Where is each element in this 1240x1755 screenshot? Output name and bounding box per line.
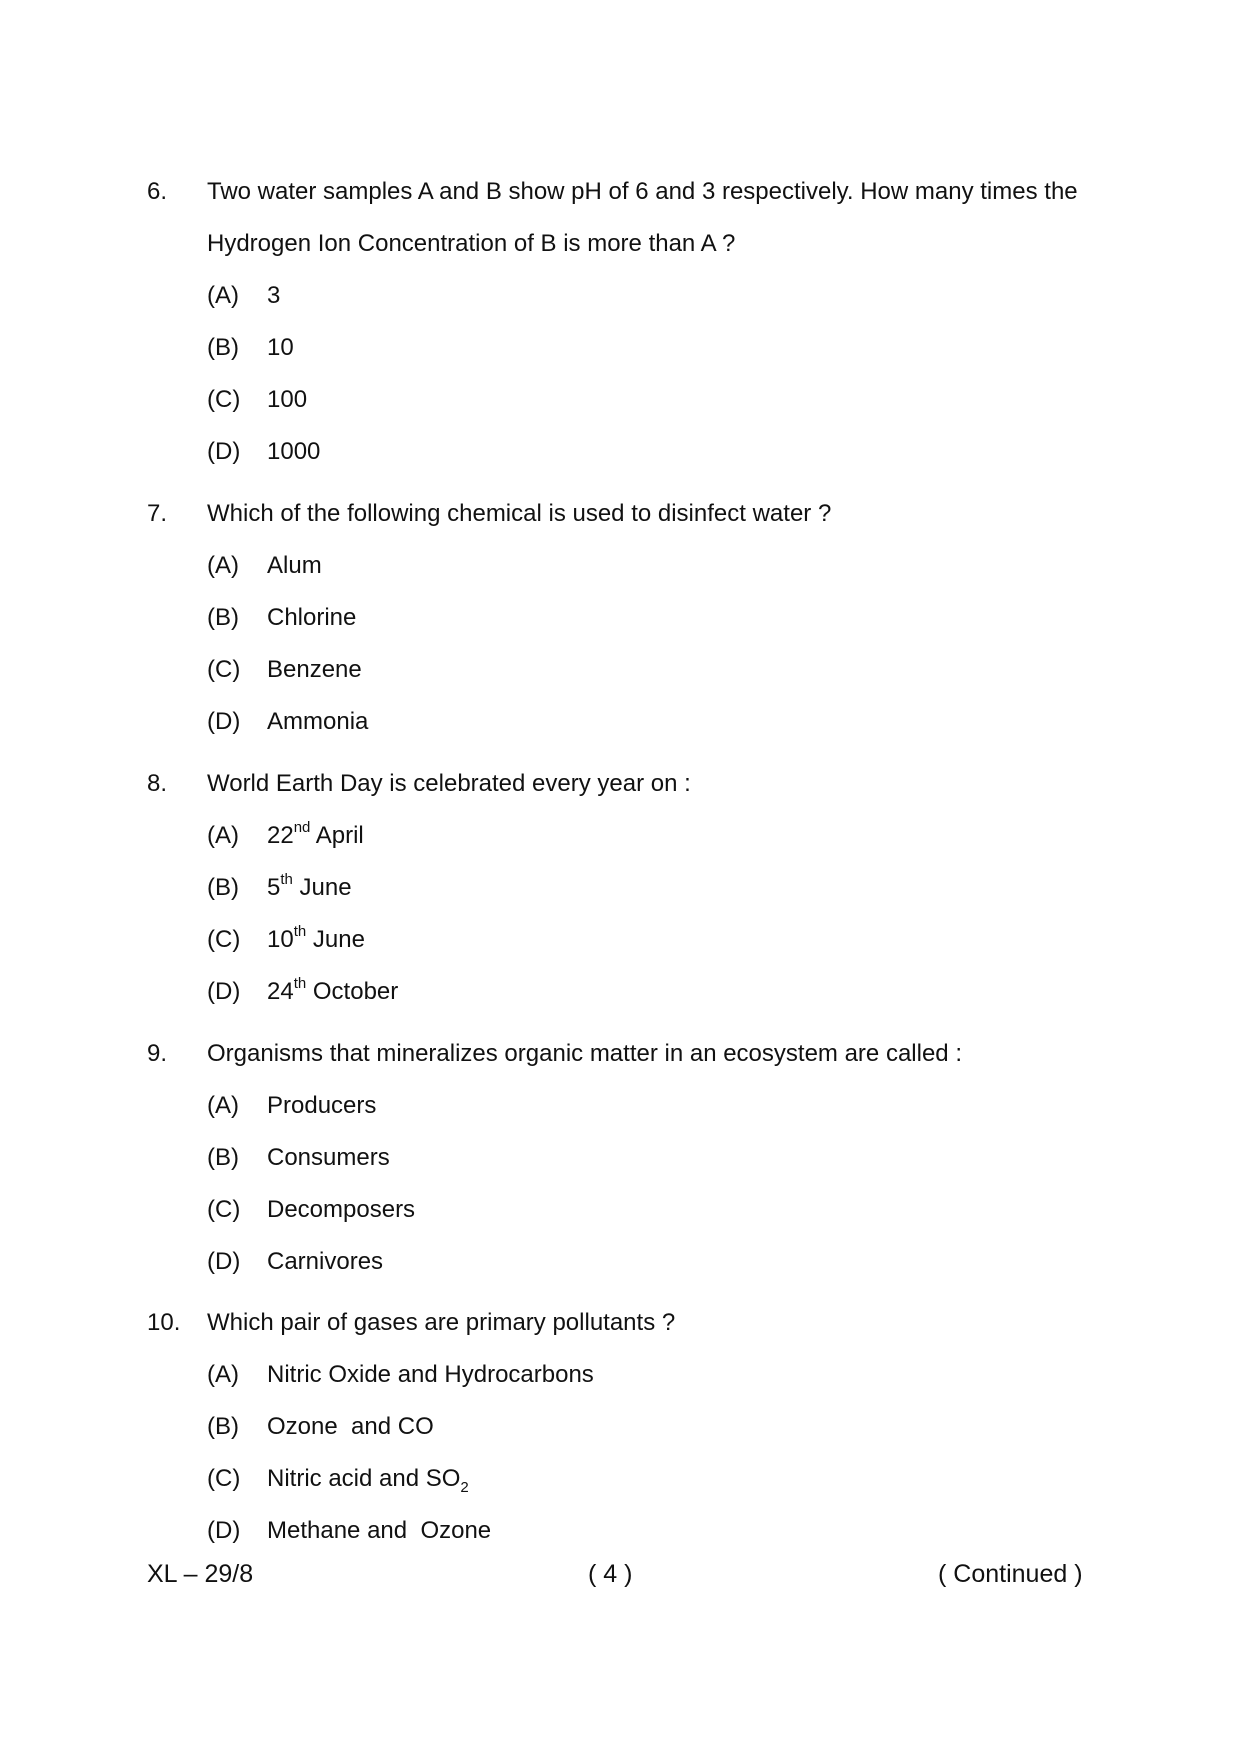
option-label: (A) xyxy=(207,282,239,309)
page-number: ( 4 ) xyxy=(588,1560,633,1588)
question-7 xyxy=(147,488,1107,748)
option-text: 5th June xyxy=(267,871,352,901)
option-text: Chlorine xyxy=(267,604,357,631)
option-text: 24th October xyxy=(267,975,399,1005)
option-text: Ozone and CO xyxy=(267,1413,434,1440)
option-c xyxy=(147,374,1107,426)
option-text: Consumers xyxy=(267,1144,390,1171)
option-label: (A) xyxy=(207,1092,239,1119)
option-text: Nitric Oxide and Hydrocarbons xyxy=(267,1361,594,1388)
option-a xyxy=(147,1080,1107,1132)
option-b xyxy=(147,322,1107,374)
question-number: 7. xyxy=(147,500,168,527)
option-c xyxy=(147,1453,1107,1505)
option-text: 10th June xyxy=(267,923,365,953)
option-label: (B) xyxy=(207,874,239,901)
option-a xyxy=(147,540,1107,592)
option-c xyxy=(147,914,1107,966)
question-text: Which pair of gases are primary pollutants ? xyxy=(207,1309,676,1336)
option-c xyxy=(147,1184,1107,1236)
option-d xyxy=(147,426,1107,478)
question-number: 6. xyxy=(147,178,168,205)
option-label: (B) xyxy=(207,1413,239,1440)
option-text: Nitric acid and $SO_2$ xyxy=(267,1465,469,1496)
option-label: (D) xyxy=(207,1517,241,1544)
option-label: (D) xyxy=(207,978,241,1005)
option-d xyxy=(147,1236,1107,1288)
question-text: Hydrogen Ion Concentration of B is more than A ? xyxy=(207,230,736,257)
question-text: Two water samples A and B show pH of 6 and 3 respectively. How many times the xyxy=(207,178,1078,205)
option-text: 3 xyxy=(267,282,281,309)
option-label: (D) xyxy=(207,438,241,465)
option-label: (D) xyxy=(207,1248,241,1275)
question-number: 9. xyxy=(147,1040,168,1067)
option-label: (C) xyxy=(207,1465,241,1492)
option-d xyxy=(147,1505,1107,1557)
option-label: (A) xyxy=(207,822,239,849)
paper-code: XL – 29/8 xyxy=(147,1560,254,1588)
option-text: Alum xyxy=(267,552,322,579)
option-b xyxy=(147,1132,1107,1184)
option-text: Benzene xyxy=(267,656,362,683)
question-6 xyxy=(147,166,1107,478)
option-label: (C) xyxy=(207,656,241,683)
question-number: 8. xyxy=(147,770,168,797)
option-b xyxy=(147,862,1107,914)
question-10 xyxy=(147,1297,1107,1557)
option-text: Decomposers xyxy=(267,1196,416,1223)
option-text: Carnivores xyxy=(267,1248,384,1275)
option-text: Producers xyxy=(267,1092,377,1119)
question-text: Organisms that mineralizes organic matter in an ecosystem are called : xyxy=(207,1040,962,1067)
option-d xyxy=(147,696,1107,748)
option-b xyxy=(147,1401,1107,1453)
option-label: (C) xyxy=(207,386,241,413)
question-text: World Earth Day is celebrated every year on : xyxy=(207,770,691,797)
option-label: (B) xyxy=(207,1144,239,1171)
option-a xyxy=(147,1349,1107,1401)
option-a xyxy=(147,270,1107,322)
option-label: (A) xyxy=(207,552,239,579)
option-label: (A) xyxy=(207,1361,239,1388)
option-a xyxy=(147,810,1107,862)
question-9 xyxy=(147,1028,1107,1288)
option-text: 10 xyxy=(267,334,294,361)
continued-label: ( Continued ) xyxy=(938,1560,1083,1588)
option-label: (B) xyxy=(207,334,239,361)
option-text: 100 xyxy=(267,386,308,413)
question-8 xyxy=(147,758,1107,1018)
option-d xyxy=(147,966,1107,1018)
question-number: 10. xyxy=(147,1309,181,1336)
option-c xyxy=(147,644,1107,696)
option-text: 22nd April xyxy=(267,819,364,849)
option-label: (D) xyxy=(207,708,241,735)
option-text: 1000 xyxy=(267,438,321,465)
question-text: Which of the following chemical is used to disinfect water ? xyxy=(207,500,832,527)
option-label: (C) xyxy=(207,1196,241,1223)
option-b xyxy=(147,592,1107,644)
option-text: Methane and Ozone xyxy=(267,1517,492,1544)
option-label: (C) xyxy=(207,926,241,953)
option-text: Ammonia xyxy=(267,708,369,735)
option-label: (B) xyxy=(207,604,239,631)
